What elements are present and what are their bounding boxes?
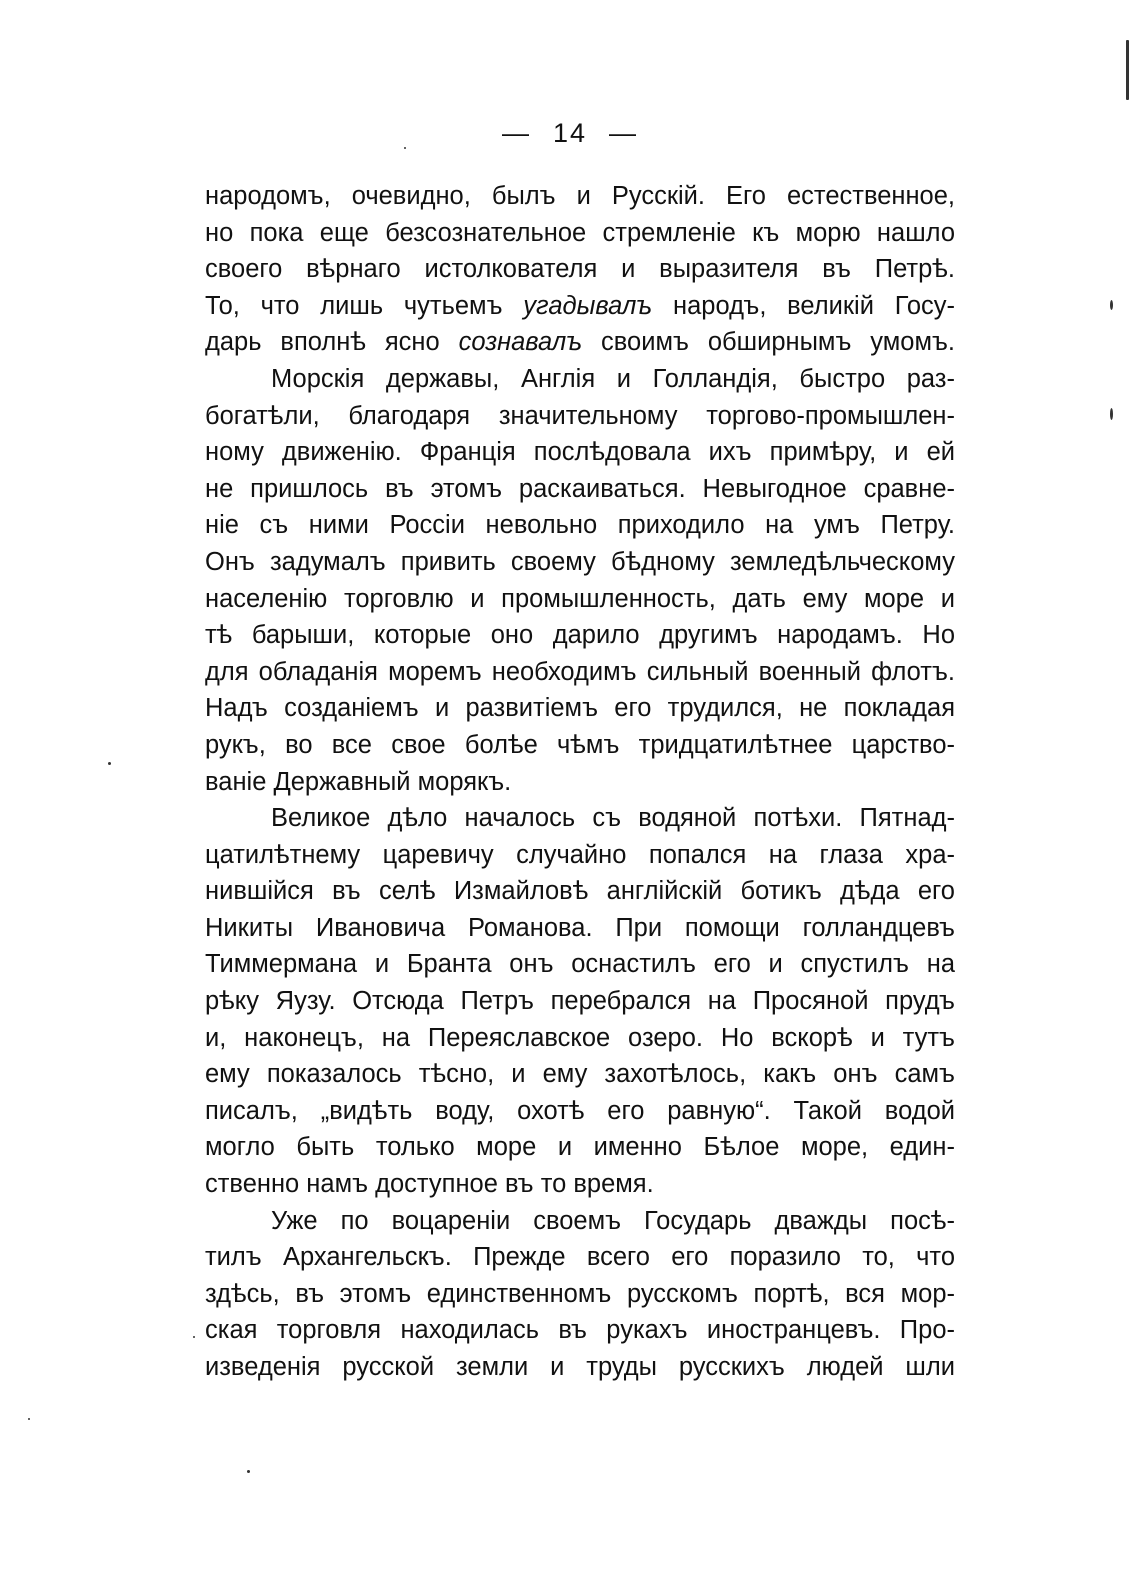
text-line xyxy=(205,873,955,910)
text-segment: цатилѣтнему царевичу случайно попался на глаза хра- xyxy=(205,840,955,869)
text-line xyxy=(205,764,955,801)
italic-word: угадывалъ xyxy=(523,291,653,320)
text-segment: рукъ, во все свое болѣе чѣмъ тридцатилѣтнее царство- xyxy=(205,730,955,759)
text-segment: здѣсь, въ этомъ единственномъ русскомъ портѣ, вся мор- xyxy=(205,1279,955,1308)
text-line xyxy=(205,946,955,983)
text-segment: населенію торговлю и промышленность, дать ему море и xyxy=(205,584,955,613)
text-line xyxy=(205,215,955,252)
text-line xyxy=(205,1276,955,1313)
text-segment: народъ, великій Госу- xyxy=(652,291,955,320)
text-segment: Морскія державы, Англія и Голландія, быстро раз- xyxy=(271,364,955,393)
text-segment: и, наконецъ, на Переяславское озеро. Но вскорѣ и тутъ xyxy=(205,1023,955,1052)
text-segment: тѣ барыши, которые оно дарило другимъ народамъ. Но xyxy=(205,621,955,650)
page-number-dash-left: — xyxy=(501,118,531,148)
text-segment: для обладанія моремъ необходимъ сильный военный флотъ. xyxy=(205,657,955,686)
scan-speck xyxy=(404,147,406,149)
text-line xyxy=(205,507,955,544)
text-segment: ваніе Державный морякъ. xyxy=(205,767,512,796)
text-line xyxy=(205,837,955,874)
text-segment: Уже по воцареніи своемъ Государь дважды посѣ- xyxy=(271,1206,955,1235)
text-line xyxy=(205,544,955,581)
text-segment: дарь вполнѣ ясно xyxy=(205,328,459,357)
text-segment: но пока еще безсознательное стремленіе къ морю нашло xyxy=(205,218,955,247)
text-line xyxy=(205,727,955,764)
text-segment: своимъ обширнымъ умомъ. xyxy=(582,328,955,357)
text-segment: Тиммермана и Бранта онъ оснастилъ его и спустилъ на xyxy=(205,950,955,979)
text-line xyxy=(205,251,955,288)
text-segment: Надъ созданіемъ и развитіемъ его трудился, не покладая xyxy=(205,694,955,723)
scan-speck xyxy=(1126,40,1129,100)
text-segment: изведенія русской земли и труды русскихъ людей шли xyxy=(205,1353,955,1381)
text-line xyxy=(205,434,955,471)
text-line xyxy=(205,398,955,435)
text-line xyxy=(205,1203,955,1240)
text-line xyxy=(205,1166,955,1203)
text-segment: писалъ, „видѣть воду, охотѣ его равную“. Такой водой xyxy=(205,1096,955,1125)
scan-speck xyxy=(1110,300,1113,310)
text-segment: Никиты Ивановича Романова. При помощи голландцевъ xyxy=(205,913,955,942)
text-segment: тилъ Архангельскъ. Прежде всего его поразило то, что xyxy=(205,1243,955,1272)
text-line xyxy=(205,1093,955,1130)
text-line xyxy=(205,690,955,727)
text-segment: могло быть только море и именно Бѣлое море, един- xyxy=(205,1133,955,1162)
page-number-value: 14 xyxy=(552,118,588,148)
text-line xyxy=(205,1312,955,1349)
text-line xyxy=(205,361,955,398)
text-segment: Онъ задумалъ привить своему бѣдному земледѣльческому xyxy=(205,547,955,576)
text-line xyxy=(205,800,955,837)
text-segment: не пришлось въ этомъ раскаиваться. Невыгодное сравне- xyxy=(205,474,955,503)
text-line xyxy=(205,910,955,947)
scan-speck xyxy=(247,1470,250,1473)
text-segment: ственно намъ доступное въ то время. xyxy=(205,1170,654,1199)
text-segment: ская торговля находилась въ рукахъ иностранцевъ. Про- xyxy=(205,1316,955,1345)
scan-speck xyxy=(108,762,111,765)
text-segment: То, что лишь чутьемъ xyxy=(205,291,524,320)
text-line xyxy=(205,1056,955,1093)
text-line xyxy=(205,581,955,618)
text-segment: Великое дѣло началось съ водяной потѣхи. Пятнад- xyxy=(271,804,955,833)
text-line xyxy=(205,617,955,654)
text-segment: ніе съ ними Россіи невольно приходило на умъ Петру. xyxy=(205,511,955,540)
text-line xyxy=(205,471,955,508)
text-line xyxy=(205,324,955,361)
italic-word: сознавалъ xyxy=(458,328,583,357)
text-line xyxy=(205,1349,955,1386)
text-segment: ному движенію. Франція послѣдовала ихъ примѣру, и ей xyxy=(205,438,955,467)
text-segment: богатѣли, благодаря значительному торгово-промышлен- xyxy=(205,401,955,430)
text-line xyxy=(205,1239,955,1276)
text-segment: ему показалось тѣсно, и ему захотѣлось, какъ онъ самъ xyxy=(205,1060,955,1089)
body-text xyxy=(205,178,955,1386)
text-line xyxy=(205,178,955,215)
page-number-dash-right: — xyxy=(609,118,639,148)
text-segment: рѣку Яузу. Отсюда Петръ перебрался на Просяной прудъ xyxy=(205,987,955,1016)
text-segment: нившійся въ селѣ Измайловѣ англійскій ботикъ дѣда его xyxy=(205,877,955,906)
text-line xyxy=(205,288,955,325)
page-number xyxy=(0,118,1140,149)
text-line xyxy=(205,1020,955,1057)
scan-speck xyxy=(1110,408,1113,420)
scan-speck xyxy=(28,1418,30,1420)
text-segment: своего вѣрнаго истолкователя и выразителя въ Петрѣ. xyxy=(205,255,955,284)
scan-speck xyxy=(193,1336,195,1338)
text-line xyxy=(205,654,955,691)
text-line xyxy=(205,1129,955,1166)
text-segment: народомъ, очевидно, былъ и Русскій. Его естественное, xyxy=(205,182,955,210)
text-line xyxy=(205,983,955,1020)
